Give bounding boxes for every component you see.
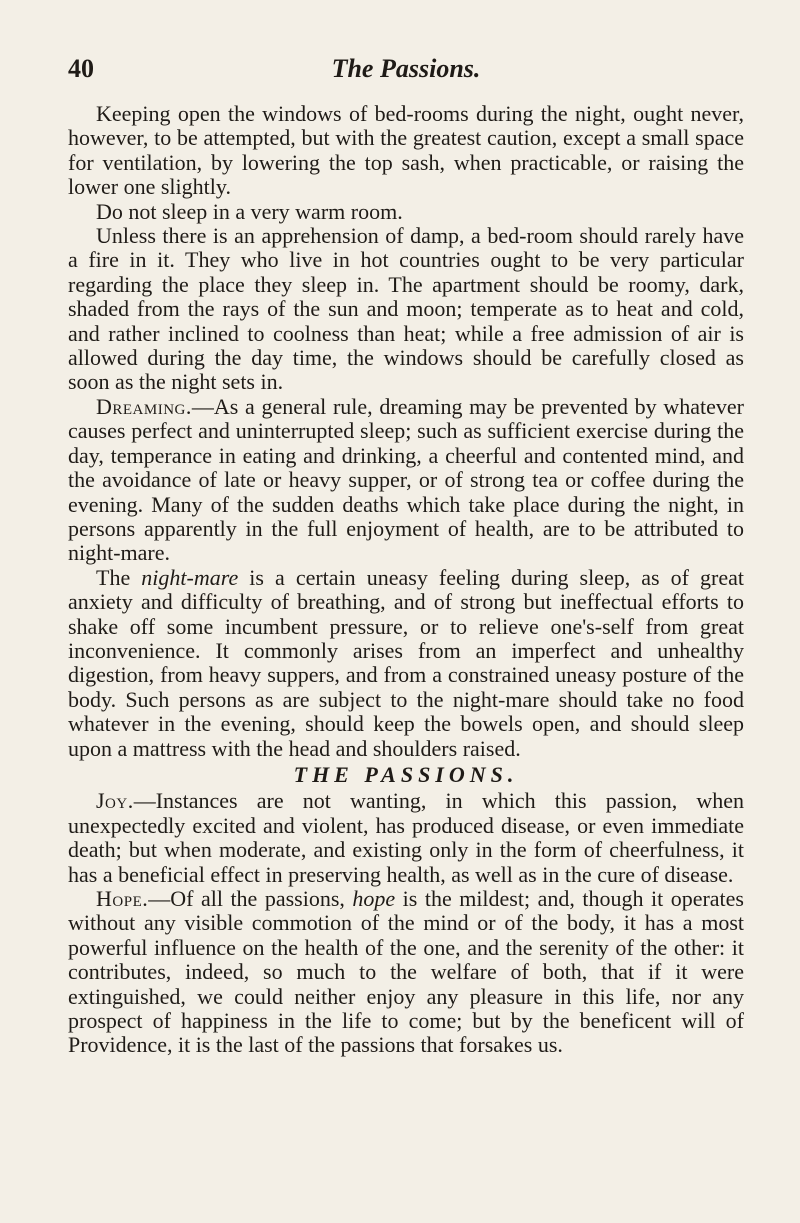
- paragraph-text: Keeping open the windows of bed-rooms during the night, ought never, however, to be attempted, but with the greatest caution, except a small space for ventilation, by lowering the top sash, when practicable, or raising the lower one slightly.: [68, 101, 744, 200]
- paragraph-text: is the mildest; and, though it operates without any visible commotion of the mind or of the body, it has a most powerful influence on the health of the one, and the serenity of the other: it contributes, indeed, so much to the welfare of both, that if it were extinguished, we could neither enjoy any pleasure in this life, nor any prospect of happiness in the life to come; but by the beneficent will of Providence, it is the last of the passions that forsakes us.: [68, 886, 744, 1058]
- paragraph-windows: [68, 102, 744, 200]
- section-heading: THE PASSIONS.: [293, 761, 519, 787]
- paragraph-damp: [68, 224, 744, 395]
- paragraph-pre: The: [96, 564, 142, 590]
- paragraph-text: Do not sleep in a very warm room.: [96, 198, 403, 224]
- paragraph-lead: Dreaming.: [96, 393, 192, 419]
- paragraph-text: —Instances are not wanting, in which this passion, when unexpectedly excited and violent, has produced disease, or even immediate death; but when moderate, and existing only in the form of cheerfulness, it has a beneficial effect in preserving health, as well as in the cure of disease.: [68, 788, 744, 887]
- paragraph-hope: [68, 887, 744, 1058]
- paragraph-italic: night-mare: [141, 564, 239, 590]
- running-title: The Passions.: [331, 54, 481, 83]
- body-text: [68, 102, 744, 1058]
- page-header: [68, 54, 744, 94]
- paragraph-pre: —Of all the passions,: [148, 886, 353, 911]
- paragraph-italic: hope: [352, 886, 396, 911]
- paragraph-dreaming: [68, 395, 744, 566]
- paragraph-lead: Joy.: [96, 788, 134, 814]
- paragraph-joy: [68, 789, 744, 887]
- paragraph-text: is a certain uneasy feeling during sleep, as of great anxiety and difficulty of breathing, and of strong but ineffectual efforts to shake off some incumbent pressure, or to relieve one's-self from great inconvenience. It commonly arises from an imperfect and unhealthy digestion, from heavy suppers, and from a constrained uneasy posture of the body. Such persons as are subject to the night-mare should take no food whatever in the evening, should keep the bowels open, and should sleep upon a mattress with the head and shoulders raised.: [68, 564, 745, 761]
- paragraph-warm-room: [68, 200, 744, 224]
- paragraph-text: —As a general rule, dreaming may be prevented by whatever causes perfect and uninterrupted sleep; such as sufficient exercise during the day, temperance in eating and drinking, a cheerful and contented mind, and the avoidance of late or heavy supper, or of strong tea or coffee during the evening. Many of the sudden deaths which take place during the night, in persons apparently in the full enjoyment of health, are to be attributed to night-mare.: [68, 393, 744, 566]
- paragraph-night-mare: [68, 566, 744, 761]
- paragraph-lead: Hope.: [96, 886, 149, 911]
- page-number: 40: [68, 54, 94, 83]
- paragraph-text: Unless there is an apprehension of damp, a bed-room should rarely have a fire in it. They who live in hot countries ought to be very particular regarding the place they sleep in. The apartment should be roomy, dark, shaded from the rays of the sun and moon; temperate as to heat and cold, and rather inclined to coolness than heat; while a free admission of air is allowed during the day time, the windows should be carefully closed as soon as the night sets in.: [68, 223, 744, 395]
